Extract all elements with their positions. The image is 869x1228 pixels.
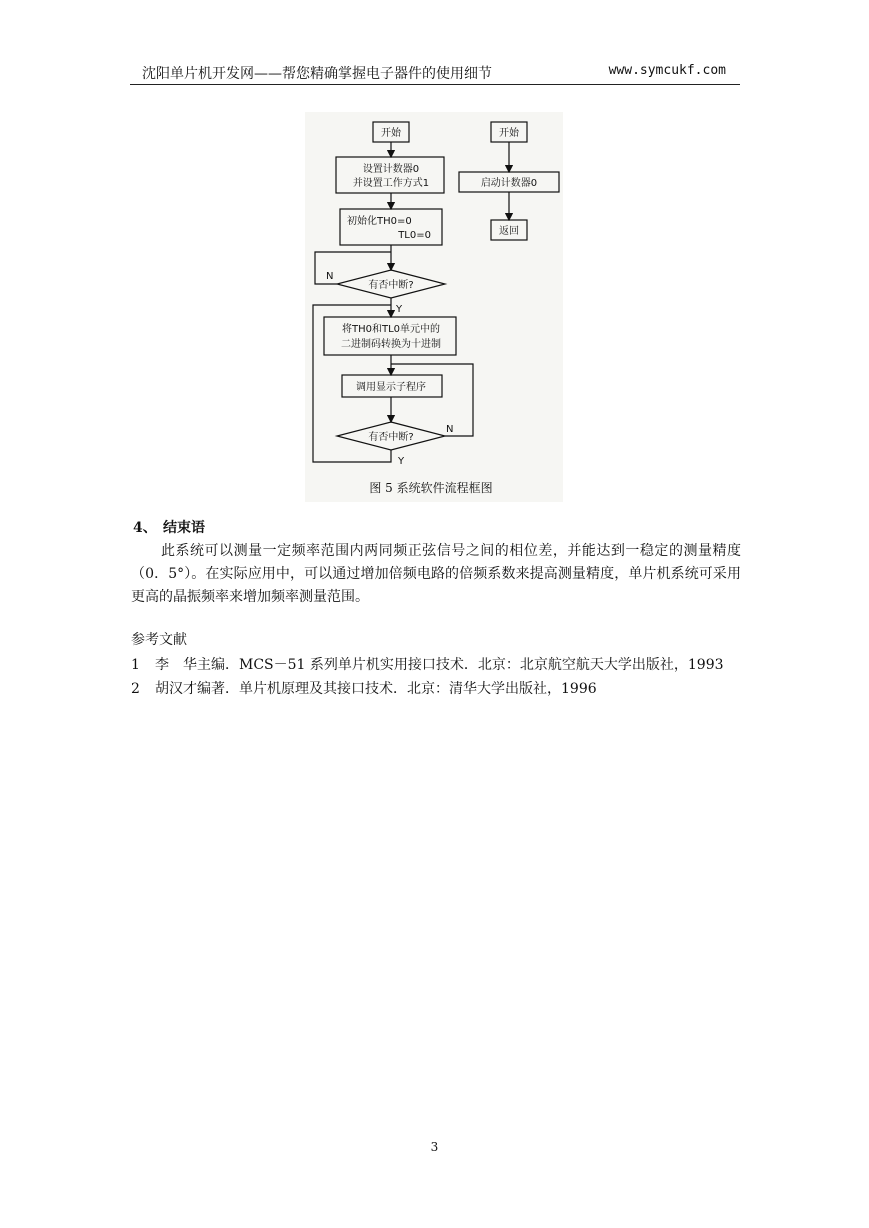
reference-text: 李 华主编．MCS－51 系列单片机实用接口技术．北京：北京航空航天大学出版社，1993 <box>155 657 724 673</box>
init-line-1: 初始化TH0=0 <box>347 216 412 227</box>
convert-line-1: 将TH0和TL0单元中的 <box>341 324 441 335</box>
decision-2-no-label: N <box>446 424 454 435</box>
int-start-counter-label: 启动计数器0 <box>480 178 538 189</box>
references-title: 参考文献 <box>131 632 187 648</box>
int-return-label: 返回 <box>499 226 519 237</box>
init-line-2: TL0=0 <box>398 230 431 241</box>
decision-2-yes-label: Y <box>398 456 405 467</box>
section-heading <box>133 517 205 537</box>
page-number: 3 <box>430 1140 439 1154</box>
reference-item <box>131 654 724 674</box>
decision-1-no-label: N <box>326 271 334 282</box>
reference-number: 2 <box>131 681 140 697</box>
decision-2-label: 有否中断? <box>368 432 414 443</box>
reference-item <box>131 678 597 698</box>
start-label: 开始 <box>381 128 401 139</box>
call-display-label: 调用显示子程序 <box>356 382 426 393</box>
set-counter-line-2: 并设置工作方式1 <box>352 178 430 189</box>
reference-text: 胡汉才编著．单片机原理及其接口技术．北京：清华大学出版社，1996 <box>155 681 597 697</box>
decision-1-label: 有否中断? <box>368 280 414 291</box>
flowchart-figure <box>305 112 563 502</box>
convert-line-2: 二进制码转换为十进制 <box>341 339 441 350</box>
conclusion-paragraph: 此系统可以测量一定频率范围内两同频正弦信号之间的相位差，并能达到一稳定的测量精度（0．5°）。在实际应用中，可以通过增加倍频电路的倍频系数来提高测量精度，单片机系统可采用更高的晶振频率来增加频率测量范围。 <box>131 543 741 605</box>
set-counter-line-1: 设置计数器0 <box>362 164 420 175</box>
header-site: www.symcukf.com <box>608 63 726 78</box>
section-title: 结束语 <box>163 520 205 536</box>
int-start-label: 开始 <box>499 128 519 139</box>
header-title: 沈阳单片机开发网——帮您精确掌握电子器件的使用细节 <box>142 66 492 82</box>
figure-caption: 图 5 系统软件流程框图 <box>369 481 493 495</box>
reference-number: 1 <box>131 657 140 673</box>
decision-1-yes-label: Y <box>396 304 403 315</box>
section-number: 4、 <box>133 520 157 536</box>
flowchart-svg <box>305 112 563 502</box>
page-header <box>130 60 740 85</box>
